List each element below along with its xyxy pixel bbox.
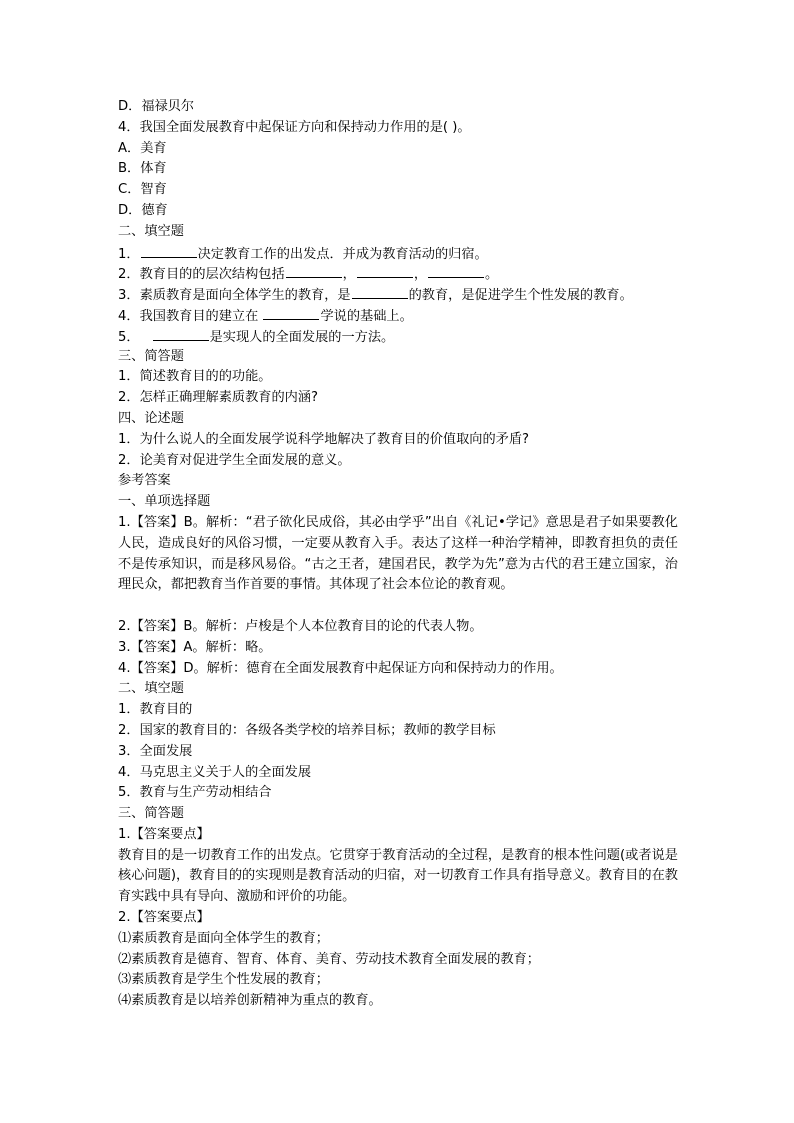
fill-in-3-prefix: 3．素质教育是面向全体学生的教育，是 [118, 288, 351, 304]
fill-in-answer-5: 5．教育与生产劳动相结合 [118, 785, 272, 801]
answers-heading: 参考答案 [118, 473, 171, 489]
separator: ， [342, 267, 356, 283]
fill-in-answer-4: 4．马克思主义关于人的全面发展 [118, 764, 312, 780]
separator: ， [413, 267, 428, 283]
q3-option-d: D．福禄贝尔 [118, 99, 195, 114]
answer-1: 1.【答案】B。解析：“君子欲化民成俗，其必由学乎”出自《礼记•学记》意思是君子如果要教化人民，造成良好的风俗习惯，一定要从教育入手。表达了这样一种治学精神，即教育担负的责任不是传承知识，而是移风易俗。“古之王者，建国君民，教学为先”意为古代的君王建立国家，治理民众，都把教育当作首要的事情。其体现了社会本位论的教育观。 [118, 514, 678, 593]
blank [141, 243, 197, 258]
short-answer-1-label: 1.【答案要点】 [118, 826, 210, 842]
fill-in-item-3 [118, 284, 678, 305]
fill-in-2-suffix: 。 [485, 267, 499, 283]
blank [357, 263, 413, 278]
q4-option-c: C．智育 [118, 182, 167, 198]
fill-in-answer-3: 3．全面发展 [118, 743, 193, 759]
spacer [118, 596, 678, 617]
essay-item-2: 2．论美育对促进学生全面发展的意义。 [118, 452, 351, 468]
fill-in-item-2 [118, 263, 678, 284]
blank [352, 284, 408, 299]
short-answer-item-1: 1．简述教育目的的功能。 [118, 369, 272, 385]
fill-in-5-suffix: 是实现人的全面发展的一方法。 [209, 329, 395, 345]
fill-in-3-suffix: 的教育，是促进学生个性发展的教育。 [408, 288, 633, 304]
answer-2: 2.【答案】B。解析：卢梭是个人本位教育目的论的代表人物。 [118, 618, 483, 634]
fill-in-1-prefix: 1． [118, 246, 140, 262]
fill-in-item-1 [118, 243, 678, 264]
answers-short-answer-heading: 三、简答题 [118, 806, 184, 822]
short-answer-2-point-4: ⑷素质教育是以培养创新精神为重点的教育。 [118, 993, 382, 1009]
answer-3: 3.【答案】A。解析：略。 [118, 639, 272, 655]
blank [428, 263, 484, 278]
q4-stem: 4．我国全面发展教育中起保证方向和保持动力作用的是( )。 [118, 119, 471, 135]
fill-in-answer-2: 2．国家的教育目的：各级各类学校的培养目标；教师的教学目标 [118, 722, 496, 738]
blank [153, 326, 209, 341]
q4-option-d: D．德育 [118, 202, 168, 218]
fill-in-item-5 [118, 326, 678, 347]
short-answer-heading: 三、简答题 [118, 348, 184, 364]
fill-in-item-4 [118, 305, 678, 326]
answers-single-choice-heading: 一、单项选择题 [118, 494, 211, 510]
short-answer-2-label: 2.【答案要点】 [118, 910, 210, 926]
answer-4: 4.【答案】D。解析：德育在全面发展教育中起保证方向和保持动力的作用。 [118, 660, 563, 676]
fill-in-4-suffix: 学说的基础上。 [320, 308, 413, 324]
document-page [118, 97, 678, 1012]
essay-item-1: 1．为什么说人的全面发展学说科学地解决了教育目的价值取向的矛盾? [118, 431, 530, 447]
short-answer-2-point-2: ⑵素质教育是德育、智育、体育、美育、劳动技术教育全面发展的教育； [118, 951, 540, 967]
fill-in-2-prefix: 2．教育目的的层次结构包括 [118, 267, 285, 283]
q4-option-b: B．体育 [118, 161, 167, 177]
essay-heading: 四、论述题 [118, 410, 184, 426]
fill-in-4-prefix: 4．我国教育目的建立在 [118, 308, 263, 324]
fill-in-answer-1: 1．教育目的 [118, 702, 193, 718]
blank [263, 305, 319, 320]
fill-in-heading: 二、填空题 [118, 223, 184, 239]
fill-in-5-prefix: 5． [118, 329, 140, 345]
fill-in-1-suffix: 决定教育工作的出发点．并成为教育活动的归宿。 [197, 246, 488, 262]
q4-option-a: A．美育 [118, 140, 167, 156]
short-answer-item-2: 2．怎样正确理解素质教育的内涵? [118, 390, 319, 406]
short-answer-2-point-3: ⑶素质教育是学生个性发展的教育； [118, 972, 329, 988]
blank [286, 263, 342, 278]
short-answer-2-point-1: ⑴素质教育是面向全体学生的教育； [118, 930, 329, 946]
short-answer-1-text: 教育目的是一切教育工作的出发点。它贯穿于教育活动的全过程，是教育的根本性问题(或者说是核心问题)，教育目的的实现则是教育活动的归宿，对一切教育工作具有指导意义。教育目的在教育实践中具有导向、激励和评价的功能。 [118, 847, 678, 905]
answers-fill-in-heading: 二、填空题 [118, 681, 184, 697]
